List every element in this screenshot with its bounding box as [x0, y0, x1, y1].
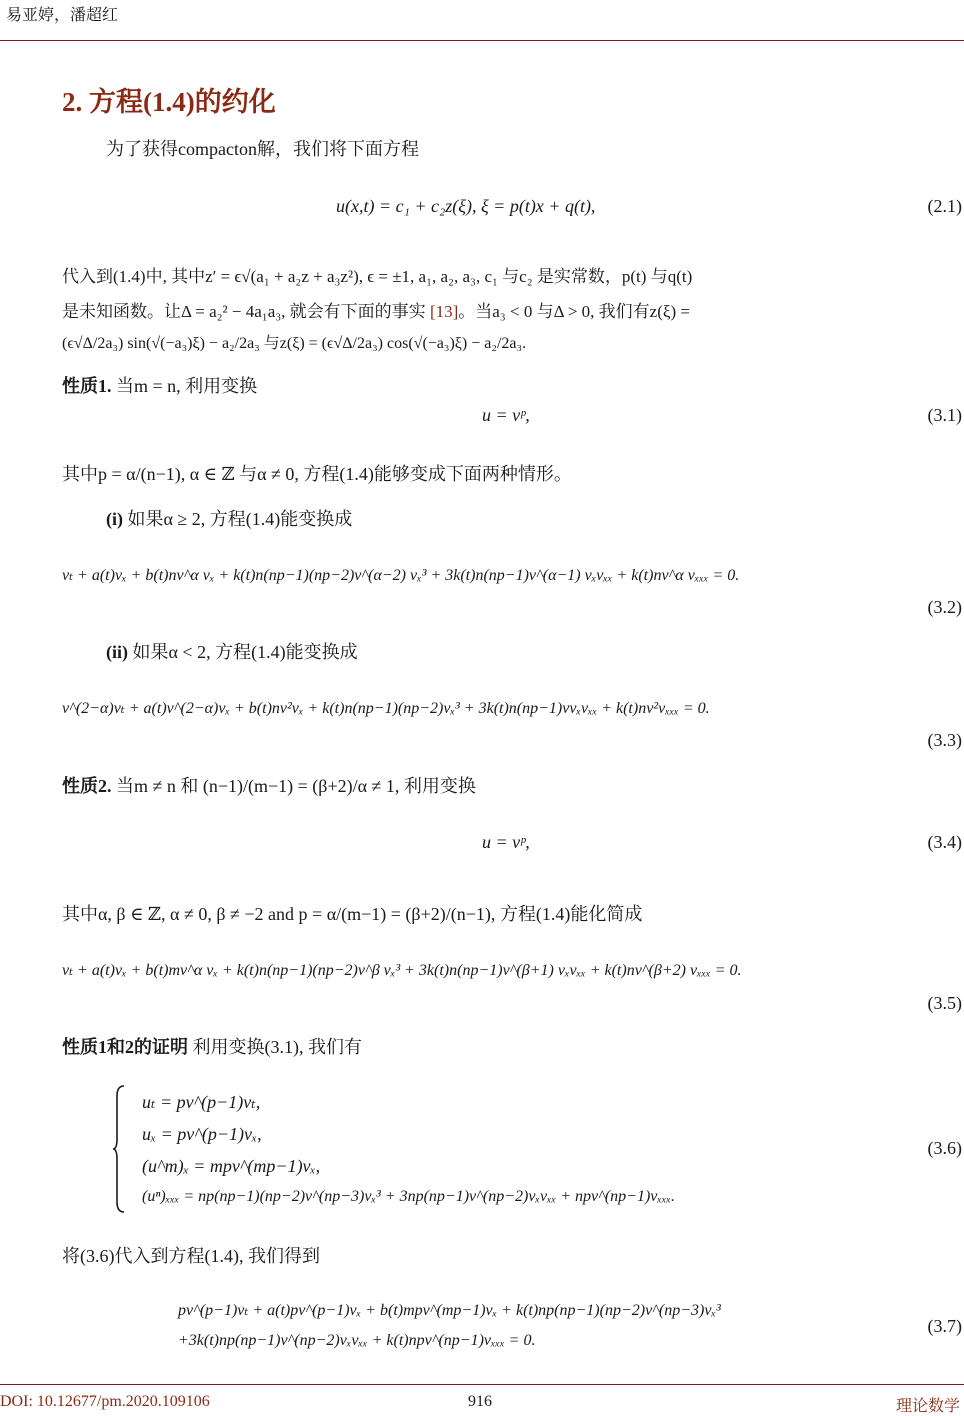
paragraph-1-line-1: 代入到(1.4)中, 其中z′ = ϵ√(a₁ + a₂z + a₃z²), ϵ = ±1, a₁, a₂, a₃, c₁ 与c₂ 是实常数，p(t) 与q(t) [62, 267, 693, 286]
case-2 [106, 638, 358, 664]
running-header-authors: 易亚婷，潘超红 [6, 5, 119, 24]
property-2-label: 性质2. [62, 776, 112, 796]
paragraph-1-line-2 [62, 297, 690, 322]
equation-3-3: v^(2−α)vₜ + a(t)v^(2−α)vₓ + b(t)nv²vₓ + k(t)n(np−1)(np−2)vₓ³ + 3k(t)n(np−1)vvₓvₓₓ + k(t)nv²vₓₓₓ = 0. [62, 700, 710, 717]
equation-2-1: u(x,t) = c₁ + c₂z(ξ), ξ = p(t)x + q(t), [336, 196, 596, 216]
equation-3-1: u = vᵖ, [482, 405, 530, 425]
property-1-label: 性质1. [62, 376, 112, 396]
case-1-label: (i) [106, 509, 123, 529]
paragraph-4: 将(3.6)代入到方程(1.4), 我们得到 [62, 1246, 320, 1266]
equation-number-3-7: (3.7) [927, 1316, 962, 1336]
equation-number-3-6: (3.6) [927, 1138, 962, 1158]
proof-heading [62, 1033, 362, 1059]
equation-3-4: u = vᵖ, [482, 832, 530, 852]
equation-3-7-line-1: pv^(p−1)vₜ + a(t)pv^(p−1)vₓ + b(t)mpv^(mp−1)vₓ + k(t)np(np−1)(np−2)v^(np−3)vₓ³ [178, 1302, 721, 1319]
equation-3-6-line-3: (u^m)ₓ = mpv^(mp−1)vₓ, [142, 1156, 321, 1176]
equation-number-3-4: (3.4) [927, 832, 962, 852]
intro-text: 为了获得compacton解，我们将下面方程 [106, 139, 419, 159]
equation-3-5: vₜ + a(t)vₓ + b(t)mv^α vₓ + k(t)n(np−1)(np−2)v^β vₓ³ + 3k(t)n(np−1)v^(β+1) vₓvₓₓ + k(t)nv^(β+2) vₓₓₓ = 0. [62, 962, 742, 979]
case-1 [106, 505, 352, 531]
equation-3-7-line-2: +3k(t)np(np−1)v^(np−2)vₓvₓₓ + k(t)npv^(np−1)vₓₓₓ = 0. [178, 1332, 536, 1349]
property-1 [62, 372, 257, 398]
equation-number-3-3: (3.3) [927, 730, 962, 750]
header-rule [0, 40, 964, 41]
case-2-label: (ii) [106, 642, 128, 662]
property-2-text: 当m ≠ n 和 (n−1)/(m−1) = (β+2)/α ≠ 1, 利用变换 [111, 776, 476, 796]
footer-journal: 理论数学 [895, 1398, 960, 1415]
equation-3-6-line-2: uₓ = pv^(p−1)vₓ, [142, 1124, 262, 1144]
equation-number-3-1: (3.1) [927, 405, 962, 425]
equation-3-6-line-1: uₜ = pv^(p−1)vₜ, [142, 1092, 261, 1112]
paragraph-1-line-3: (ϵ√Δ/2a₃) sin(√(−a₃)ξ) − a₂/2a₃ 与z(ξ) = (ϵ√Δ/2a₃) cos(√(−a₃)ξ) − a₂/2a₃. [62, 335, 527, 352]
property-2 [62, 772, 476, 798]
section-title: 2. 方程(1.4)的约化 [62, 87, 276, 117]
footer-doi-link[interactable]: DOI: 10.12677/pm.2020.109106 [0, 1393, 210, 1410]
case-2-text: 如果α < 2, 方程(1.4)能变换成 [128, 642, 358, 662]
equation-3-2: vₜ + a(t)vₓ + b(t)nv^α vₓ + k(t)n(np−1)(np−2)v^(α−2) vₓ³ + 3k(t)n(np−1)v^(α−1) vₓvₓₓ + k(t)nv^α vₓₓₓ = 0. [62, 567, 740, 584]
paragraph-1-line-2-a: 是未知函数。让Δ = a₂² − 4a₁a₃, 就会有下面的事实 [62, 302, 430, 321]
equation-3-6-line-4: (uⁿ)ₓₓₓ = np(np−1)(np−2)v^(np−3)vₓ³ + 3np(np−1)v^(np−2)vₓvₓₓ + npv^(np−1)vₓₓₓ. [142, 1188, 676, 1205]
footer-page-number: 916 [468, 1393, 492, 1410]
property-1-text: 当m = n, 利用变换 [111, 376, 258, 396]
citation-link[interactable]: [13] [429, 302, 459, 321]
equation-number-3-5: (3.5) [927, 993, 962, 1013]
left-brace [112, 1084, 126, 1214]
paragraph-1-line-2-b: 。当a₃ < 0 与Δ > 0, 我们有z(ξ) = [458, 302, 690, 321]
paragraph-3: 其中α, β ∈ ℤ, α ≠ 0, β ≠ −2 and p = α/(m−1) = (β+2)/(n−1), 方程(1.4)能化简成 [62, 904, 643, 924]
equation-number-2-1: (2.1) [927, 196, 962, 216]
proof-label: 性质1和2的证明 [62, 1037, 188, 1057]
footer-rule [0, 1384, 964, 1385]
equation-number-3-2: (3.2) [927, 597, 962, 617]
case-1-text: 如果α ≥ 2, 方程(1.4)能变换成 [123, 509, 353, 529]
proof-text: 利用变换(3.1), 我们有 [188, 1037, 362, 1057]
paragraph-2: 其中p = α/(n−1), α ∈ ℤ 与α ≠ 0, 方程(1.4)能够变成下面两种情形。 [62, 464, 572, 484]
